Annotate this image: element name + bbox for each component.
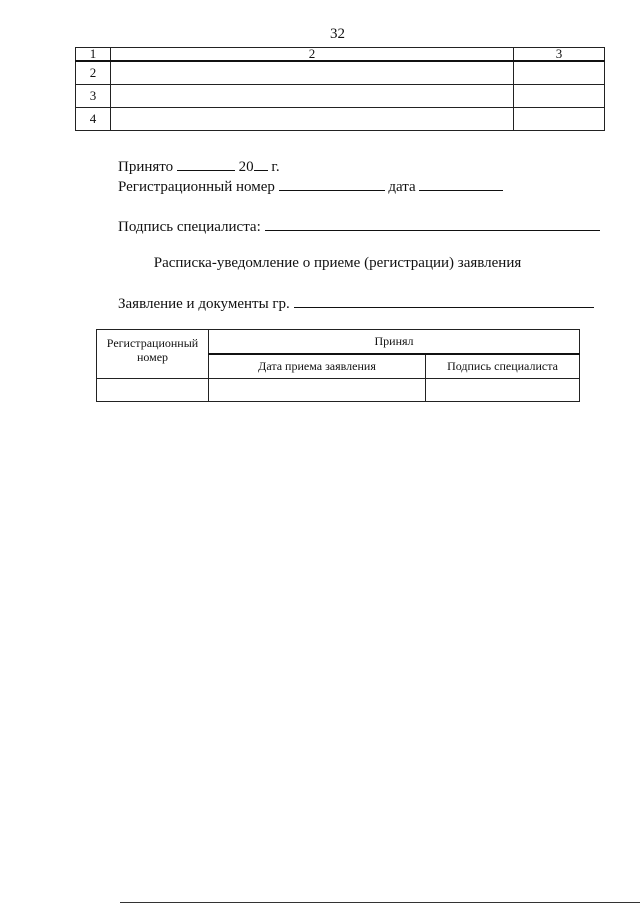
signature-header: Подпись специалиста <box>426 354 580 379</box>
row-number: 2 <box>76 61 111 85</box>
top-table-header-row <box>76 48 605 62</box>
receipt-table <box>96 329 580 402</box>
top-table-header-2: 2 <box>111 48 514 62</box>
accepted-line <box>118 156 280 176</box>
accepted-header: Принял <box>209 330 580 355</box>
row-extra <box>514 108 605 131</box>
reg-number-line <box>118 176 503 196</box>
documents-line <box>118 293 594 313</box>
year-suffix: г. <box>271 159 280 175</box>
page-number: 32 <box>330 26 345 42</box>
reg-number-blank[interactable] <box>279 176 385 191</box>
date-label: дата <box>388 179 416 195</box>
reg-number-cell[interactable] <box>97 379 209 402</box>
row-number: 4 <box>76 108 111 131</box>
date-header: Дата приема заявления <box>209 354 426 379</box>
row-extra <box>514 85 605 108</box>
row-content <box>111 85 514 108</box>
row-number: 3 <box>76 85 111 108</box>
signature-blank[interactable] <box>265 216 600 231</box>
year-prefix: 20 <box>238 159 254 175</box>
accepted-label: Принято <box>118 159 174 175</box>
page-footer-rule <box>120 902 640 903</box>
reg-number-label: Регистрационный номер <box>118 179 275 195</box>
date-blank[interactable] <box>419 176 503 191</box>
signature-cell[interactable] <box>426 379 580 402</box>
date-cell[interactable] <box>209 379 426 402</box>
row-extra <box>514 61 605 85</box>
top-table-header-3: 3 <box>514 48 605 62</box>
row-content <box>111 108 514 131</box>
documents-blank[interactable] <box>294 293 594 308</box>
receipt-header-row <box>97 330 580 355</box>
row-content <box>111 61 514 85</box>
documents-label: Заявление и документы гр. <box>118 296 290 312</box>
table-row <box>76 85 605 108</box>
accepted-day-blank[interactable] <box>177 156 235 171</box>
signature-line <box>118 216 600 236</box>
receipt-heading: Расписка-уведомление о приеме (регистрации) заявления <box>153 255 522 271</box>
year-blank[interactable] <box>254 156 268 171</box>
table-row <box>76 61 605 85</box>
table-row <box>97 379 580 402</box>
reg-number-header: Регистрационный номер <box>97 330 209 379</box>
table-row <box>76 108 605 131</box>
top-table <box>75 47 605 131</box>
signature-label: Подпись специалиста: <box>118 219 261 235</box>
top-table-header-1: 1 <box>76 48 111 62</box>
